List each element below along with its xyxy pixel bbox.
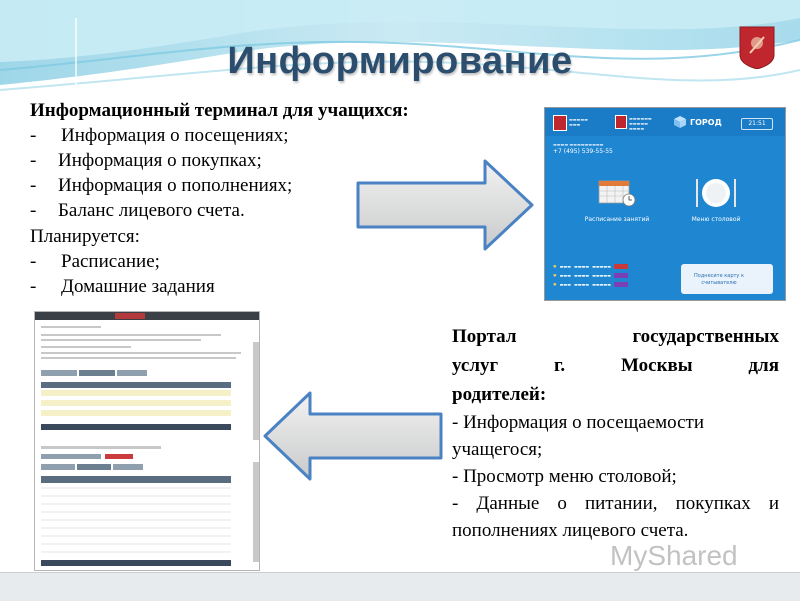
list-item: - Просмотр меню столовой;	[452, 466, 677, 487]
terminal-phone: +7 (495) 539-55-55	[553, 148, 613, 155]
slide-title: Информирование	[227, 40, 573, 82]
list-item: - Расписание;	[30, 251, 160, 272]
department-logo-icon	[615, 115, 627, 129]
portal-screenshot	[35, 312, 259, 570]
portal-description	[452, 322, 779, 544]
terminal-clock: 21:51	[741, 118, 773, 130]
list-item: - Домашние задания	[30, 276, 215, 297]
list-item: - Баланс лицевого счета.	[30, 200, 245, 221]
arrow-left-icon	[262, 390, 444, 482]
terminal-screenshot	[545, 108, 785, 300]
terminal-header-text: ▬▬▬▬▬ ▬▬▬	[569, 117, 588, 127]
canteen-plate-icon	[693, 176, 739, 210]
list-item: - Информация о пополнениях;	[30, 175, 293, 196]
watermark: MyShared	[610, 540, 738, 571]
list-item: - Информация о покупках;	[30, 150, 262, 171]
arrow-right-icon	[355, 158, 535, 252]
card-prompt-panel[interactable]: Поднесите карту к считывателю	[681, 264, 773, 294]
list-item: - Информация о посещениях;	[30, 125, 289, 146]
moscow-logo-icon	[553, 115, 567, 131]
terminal-phone-label: ▬▬▬▬ ▬▬▬▬▬▬▬▬▬	[553, 142, 604, 147]
portal-heading-line: услуг г. Москвы для	[452, 355, 779, 376]
tile-schedule-label[interactable]: Расписание занятий	[584, 216, 650, 223]
planned-label: Планируется:	[30, 226, 140, 247]
tile-menu-label[interactable]: Меню столовой	[691, 216, 741, 223]
footer-bar	[0, 572, 800, 601]
portal-heading-line: Портал государственных	[452, 326, 779, 347]
list-item: - Информация о посещаемости учащегося;	[452, 412, 705, 460]
terminal-records-table: ♥ ▬▬▬ ▬▬▬▬ ▬▬▬▬▬ ♥ ▬▬▬ ▬▬▬▬ ▬▬▬▬▬ ♥ ▬▬▬ ▬▬▬▬ ▬▬▬▬▬	[553, 262, 673, 292]
portal-heading-line: родителей:	[452, 384, 547, 405]
terminal-brand: ГОРОД	[690, 118, 722, 127]
schedule-calendar-icon	[597, 178, 637, 208]
city-cube-icon	[673, 115, 687, 129]
list-item: - Данные о питании, покупках и пополнениях лицевого счета.	[452, 493, 779, 541]
terminal-header-text: ▬▬▬▬▬▬ ▬▬▬▬▬ ▬▬▬▬	[629, 116, 652, 131]
terminal-heading: Информационный терминал для учащихся:	[30, 100, 409, 121]
